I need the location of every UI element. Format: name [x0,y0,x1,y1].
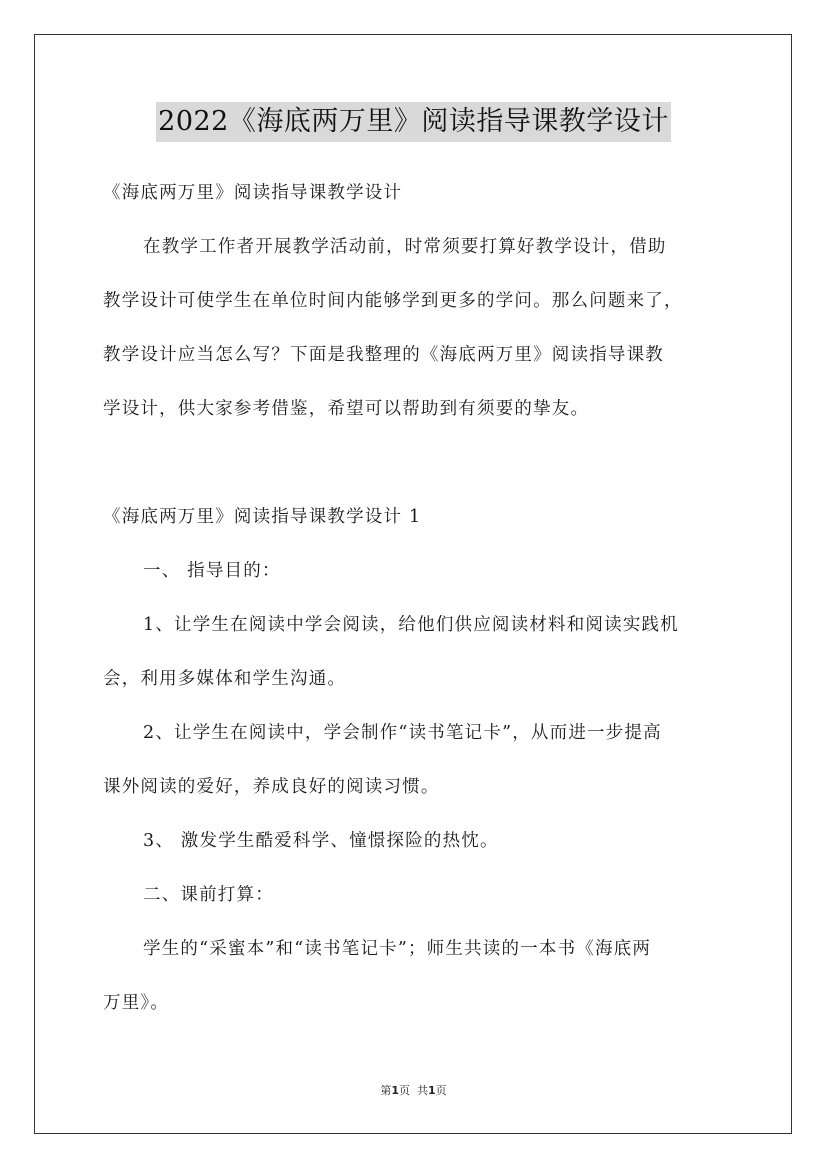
part2-heading: 二、课前打算： [143,885,274,905]
title-container [0,102,827,142]
goal2-line-2: 课外阅读的爱好，养成良好的阅读习惯。 [103,777,440,797]
document-title: 2022《海底两万里》阅读指导课教学设计 [156,102,671,142]
prep-line-2: 万里》。 [103,993,170,1013]
intro-line-4: 学设计，供大家参考借鉴，希望可以帮助到有须要的挚友。 [103,399,590,419]
goal2-line-1: 2、让学生在阅读中，学会制作“读书笔记卡”，从而进一步提高 [143,723,662,743]
part1-heading: 一、 指导目的： [143,561,281,581]
page-current: 1 [391,1084,399,1097]
intro-line-3: 教学设计应当怎么写？下面是我整理的《海底两万里》阅读指导课教 [103,345,664,365]
document-subtitle: 《海底两万里》阅读指导课教学设计 [103,183,403,203]
page-footer [0,1083,827,1099]
goal1-line-2: 会，利用多媒体和学生沟通。 [103,669,347,689]
prep-line-1: 学生的“采蜜本”和“读书笔记卡”；师生共读的一本书《海底两 [143,939,652,959]
total-label-suffix: 页 [435,1084,447,1097]
total-label-prefix: 共 [417,1084,428,1097]
page-label-suffix: 页 [399,1084,410,1097]
goal3-line: 3、 激发学生酷爱科学、憧憬探险的热忱。 [143,831,499,851]
section-heading: 《海底两万里》阅读指导课教学设计 1 [103,507,422,527]
intro-line-2: 教学设计可使学生在单位时间内能够学到更多的学问。那么问题来了， [103,291,683,311]
intro-line-1: 在教学工作者开展教学活动前，时常须要打算好教学设计，借助 [143,237,667,257]
page-total: 1 [428,1084,436,1097]
page-label-prefix: 第 [380,1084,392,1097]
goal1-line-1: 1、让学生在阅读中学会阅读，给他们供应阅读材料和阅读实践机 [143,615,679,635]
